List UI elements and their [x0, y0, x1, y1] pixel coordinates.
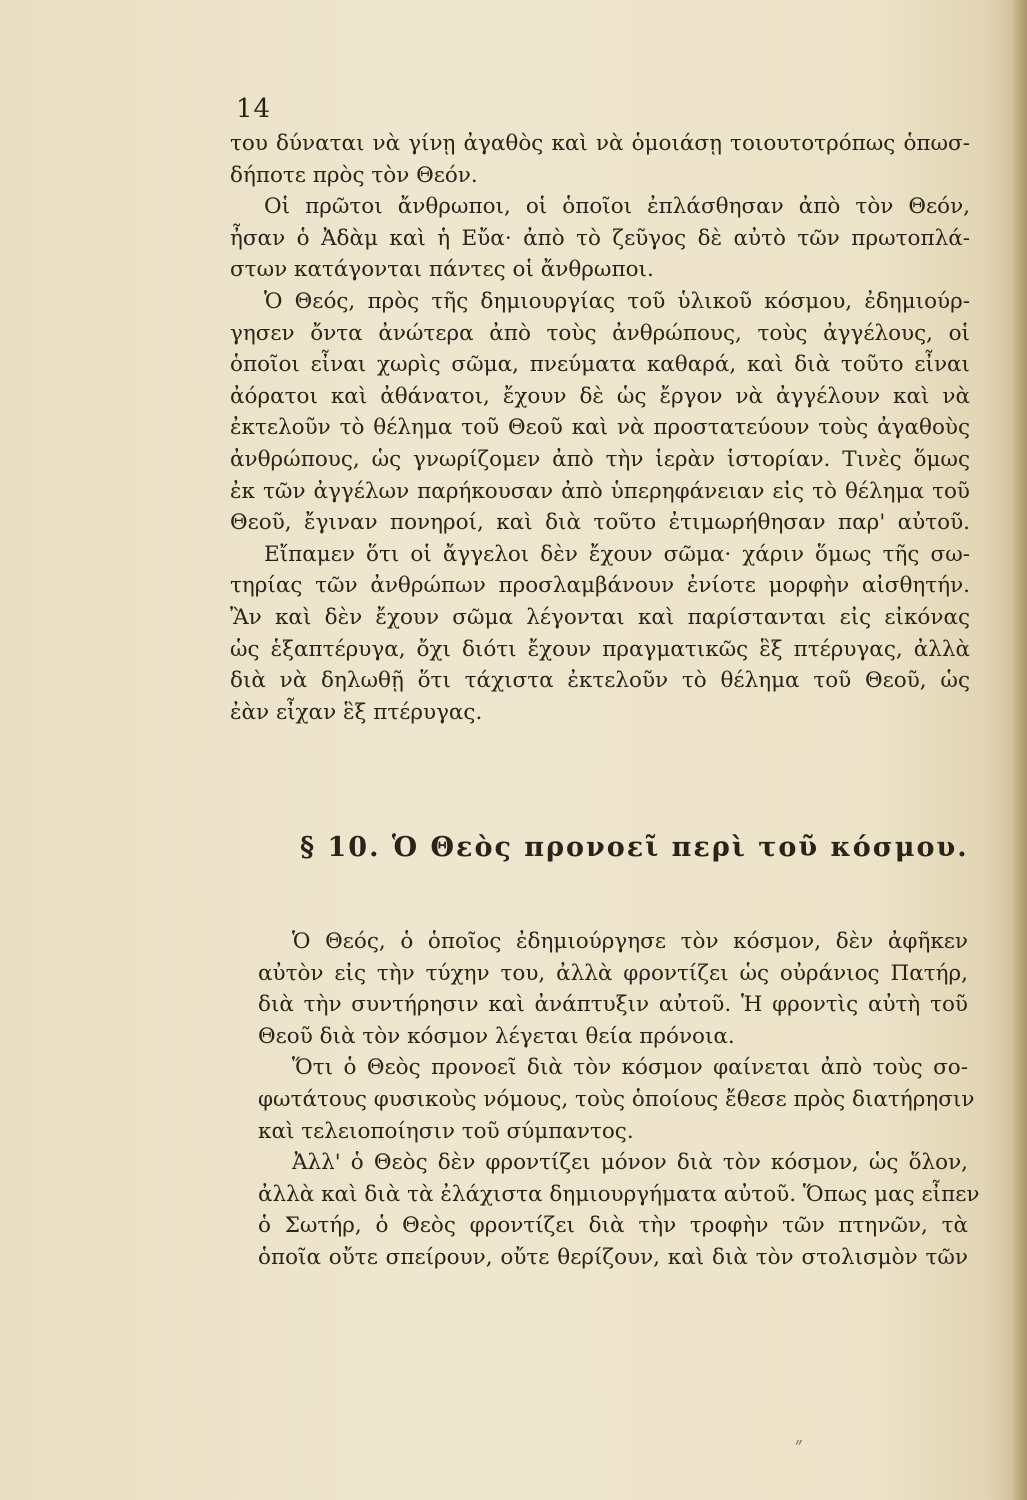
text-line: ὁποῖοι εἶναι χωρὶς σῶμα, πνεύματα καθαρά, καὶ διὰ τοῦτο εἶναι: [230, 352, 970, 378]
text-line: διὰ νὰ δηλωθῇ ὅτι τάχιστα ἐκτελοῦν τὸ θέλημα τοῦ Θεοῦ, ὡς: [230, 668, 970, 694]
text-line: του δύναται νὰ γίνῃ ἀγαθὸς καὶ νὰ ὁμοιάσῃ τοιουτοτρόπως ὁπωσ-: [230, 131, 970, 156]
section-heading: § 10. Ὁ Θεὸς προνοεῖ περὶ τοῦ κόσμου.: [300, 832, 969, 863]
text-line: ἀλλὰ καὶ διὰ τὰ ἐλάχιστα δημιουργήματα αὐτοῦ. Ὅπως μας εἶπεν: [258, 1181, 980, 1207]
text-line: Θεοῦ διὰ τὸν κόσμον λέγεται θεία πρόνοια.: [258, 1023, 735, 1049]
text-line: φωτάτους φυσικοὺς νόμους, τοὺς ὁποίους ἔθεσε πρὸς διατήρησιν: [258, 1086, 975, 1112]
text-line: Οἱ πρῶτοι ἄνθρωποι, οἱ ὁποῖοι ἐπλάσθησαν ἀπὸ τὸν Θεόν,: [264, 194, 970, 220]
text-line: ἐὰν εἶχαν ἓξ πτέρυγας.: [230, 699, 483, 725]
text-line: διὰ τὴν συντήρησιν καὶ ἀνάπτυξιν αὐτοῦ. Ἡ φροντὶς αὐτὴ τοῦ: [258, 992, 968, 1018]
page-edge: [1013, 0, 1027, 1500]
text-line: ὁ Σωτήρ, ὁ Θεὸς φροντίζει διὰ τὴν τροφὴν τῶν πτηνῶν, τὰ: [258, 1213, 968, 1239]
margin-mark: ״: [795, 1432, 803, 1456]
page-number: 14: [236, 94, 272, 124]
text-line: ἀνθρώπους, ὡς γνωρίζομεν ἀπὸ τὴν ἱερὰν ἱστορίαν. Τινὲς ὅμως: [230, 446, 970, 472]
text-line: ἐκτελοῦν τὸ θέλημα τοῦ Θεοῦ καὶ νὰ προστατεύουν τοὺς ἀγαθοὺς: [230, 415, 970, 441]
text-line: Ἂν καὶ δὲν ἔχουν σῶμα λέγονται καὶ παρίστανται εἰς εἰκόνας: [230, 604, 970, 630]
text-line: Ὅτι ὁ Θεὸς προνοεῖ διὰ τὸν κόσμον φαίνεται ἀπὸ τοὺς σο-: [292, 1055, 968, 1081]
text-line: στων κατάγονται πάντες οἱ ἄνθρωποι.: [230, 257, 654, 283]
section-2-text: [258, 926, 980, 1274]
text-line: Εἴπαμεν ὅτι οἱ ἄγγελοι δὲν ἔχουν σῶμα· χάριν ὅμως τῆς σω-: [264, 541, 970, 567]
text-line: αὐτὸν εἰς τὴν τύχην του, ἀλλὰ φροντίζει ὡς οὐράνιος Πατήρ,: [258, 960, 968, 986]
section-1-text: [230, 128, 970, 728]
text-line: ὡς ἑξαπτέρυγα, ὄχι διότι ἔχουν πραγματικῶς ἓξ πτέρυγας, ἀλλὰ: [230, 636, 970, 662]
text-line: ἦσαν ὁ Ἀδὰμ καὶ ἡ Εὔα· ἀπὸ τὸ ζεῦγος δὲ αὐτὸ τῶν πρωτοπλά-: [230, 225, 970, 251]
text-line: δήποτε πρὸς τὸν Θεόν.: [230, 162, 478, 188]
text-line: Θεοῦ, ἔγιναν πονηροί, καὶ διὰ τοῦτο ἐτιμωρήθησαν παρ' αὐτοῦ.: [230, 510, 970, 536]
text-line: Ἀλλ' ὁ Θεὸς δὲν φροντίζει μόνον διὰ τὸν κόσμον, ὡς ὅλον,: [292, 1150, 968, 1176]
text-line: γησεν ὄντα ἀνώτερα ἀπὸ τοὺς ἀνθρώπους, τοὺς ἀγγέλους, οἱ: [230, 320, 970, 346]
text-line: ἀόρατοι καὶ ἀθάνατοι, ἔχουν δὲ ὡς ἔργον νὰ ἀγγέλουν καὶ νὰ: [230, 383, 970, 409]
text-line: ὁποῖα οὔτε σπείρουν, οὔτε θερίζουν, καὶ διὰ τὸν στολισμὸν τῶν: [258, 1244, 968, 1270]
text-line: τηρίας τῶν ἀνθρώπων προσλαμβάνουν ἐνίοτε μορφὴν αἰσθητήν.: [230, 573, 970, 599]
text-line: καὶ τελειοποίησιν τοῦ σύμπαντος.: [258, 1118, 634, 1144]
text-line: Ὁ Θεός, ὁ ὁποῖος ἐδημιούργησε τὸν κόσμον, δὲν ἀφῆκεν: [292, 929, 968, 954]
text-line: ἐκ τῶν ἀγγέλων παρήκουσαν ἀπὸ ὑπερηφάνειαν εἰς τὸ θέλημα τοῦ: [230, 478, 970, 504]
text-line: Ὁ Θεός, πρὸς τῆς δημιουργίας τοῦ ὑλικοῦ κόσμου, ἐδημιούρ-: [264, 288, 970, 314]
